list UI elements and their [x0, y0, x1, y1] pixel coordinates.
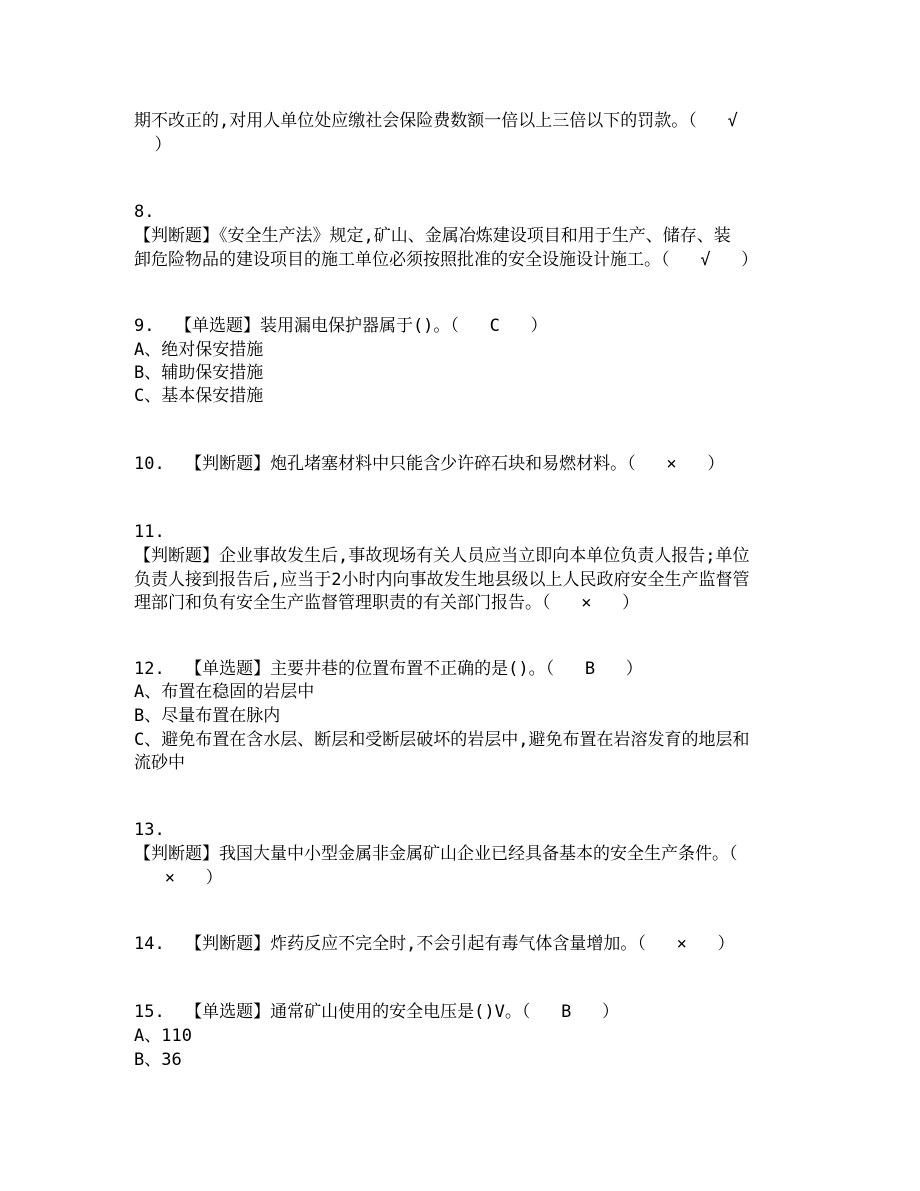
- question-line: 10. 【判断题】炮孔堵塞材料中只能含少许碎石块和易燃材料。（ × ）: [134, 454, 725, 474]
- text-line: ）: [134, 135, 172, 155]
- text-line: 【判断题】企业事故发生后,事故现场有关人员应当立即向本单位负责人报告;单位: [134, 546, 750, 566]
- question-number: 13.: [134, 820, 165, 840]
- text-line: 期不改正的,对用人单位处应缴社会保险费数额一倍以上三倍以下的罚款。（ √: [134, 111, 738, 131]
- text-line: 【判断题】我国大量中小型金属非金属矿山企业已经具备基本的安全生产条件。（: [134, 844, 738, 864]
- question-line: 15. 【单选题】通常矿山使用的安全电压是()V。（ B ）: [134, 1002, 620, 1022]
- option-line: 流砂中: [134, 753, 185, 773]
- option-line: A、绝对保安措施: [134, 340, 264, 360]
- question-line: 14. 【判断题】炸药反应不完全时,不会引起有毒气体含量增加。（ × ）: [134, 934, 735, 954]
- text-line: 【判断题】《安全生产法》规定,矿山、金属冶炼建设项目和用于生产、储存、装: [134, 226, 731, 246]
- option-line: C、基本保安措施: [134, 386, 264, 406]
- option-line: B、尽量布置在脉内: [134, 706, 281, 726]
- text-line: 卸危险物品的建设项目的施工单位必须按照批准的安全设施设计施工。（ √ ）: [134, 250, 759, 270]
- option-line: B、36: [134, 1050, 182, 1070]
- text-line: × ）: [134, 868, 223, 888]
- option-line: B、辅助保安措施: [134, 363, 264, 383]
- text-line: 理部门和负有安全生产监督管理职责的有关部门报告。（ × ）: [134, 593, 640, 613]
- question-line: 9. 【单选题】装用漏电保护器属于()。（ C ）: [134, 316, 548, 336]
- option-line: C、避免布置在含水层、断层和受断层破坏的岩层中,避免布置在岩溶发育的地层和: [134, 730, 750, 750]
- text-line: 负责人接到报告后,应当于2小时内向事故发生地县级以上人民政府安全生产监督管: [134, 570, 750, 590]
- question-number: 11.: [134, 522, 165, 542]
- question-line: 12. 【单选题】主要井巷的位置布置不正确的是()。（ B ）: [134, 659, 643, 679]
- option-line: A、布置在稳固的岩层中: [134, 682, 315, 702]
- question-number: 8.: [134, 202, 155, 222]
- option-line: A、110: [134, 1026, 192, 1046]
